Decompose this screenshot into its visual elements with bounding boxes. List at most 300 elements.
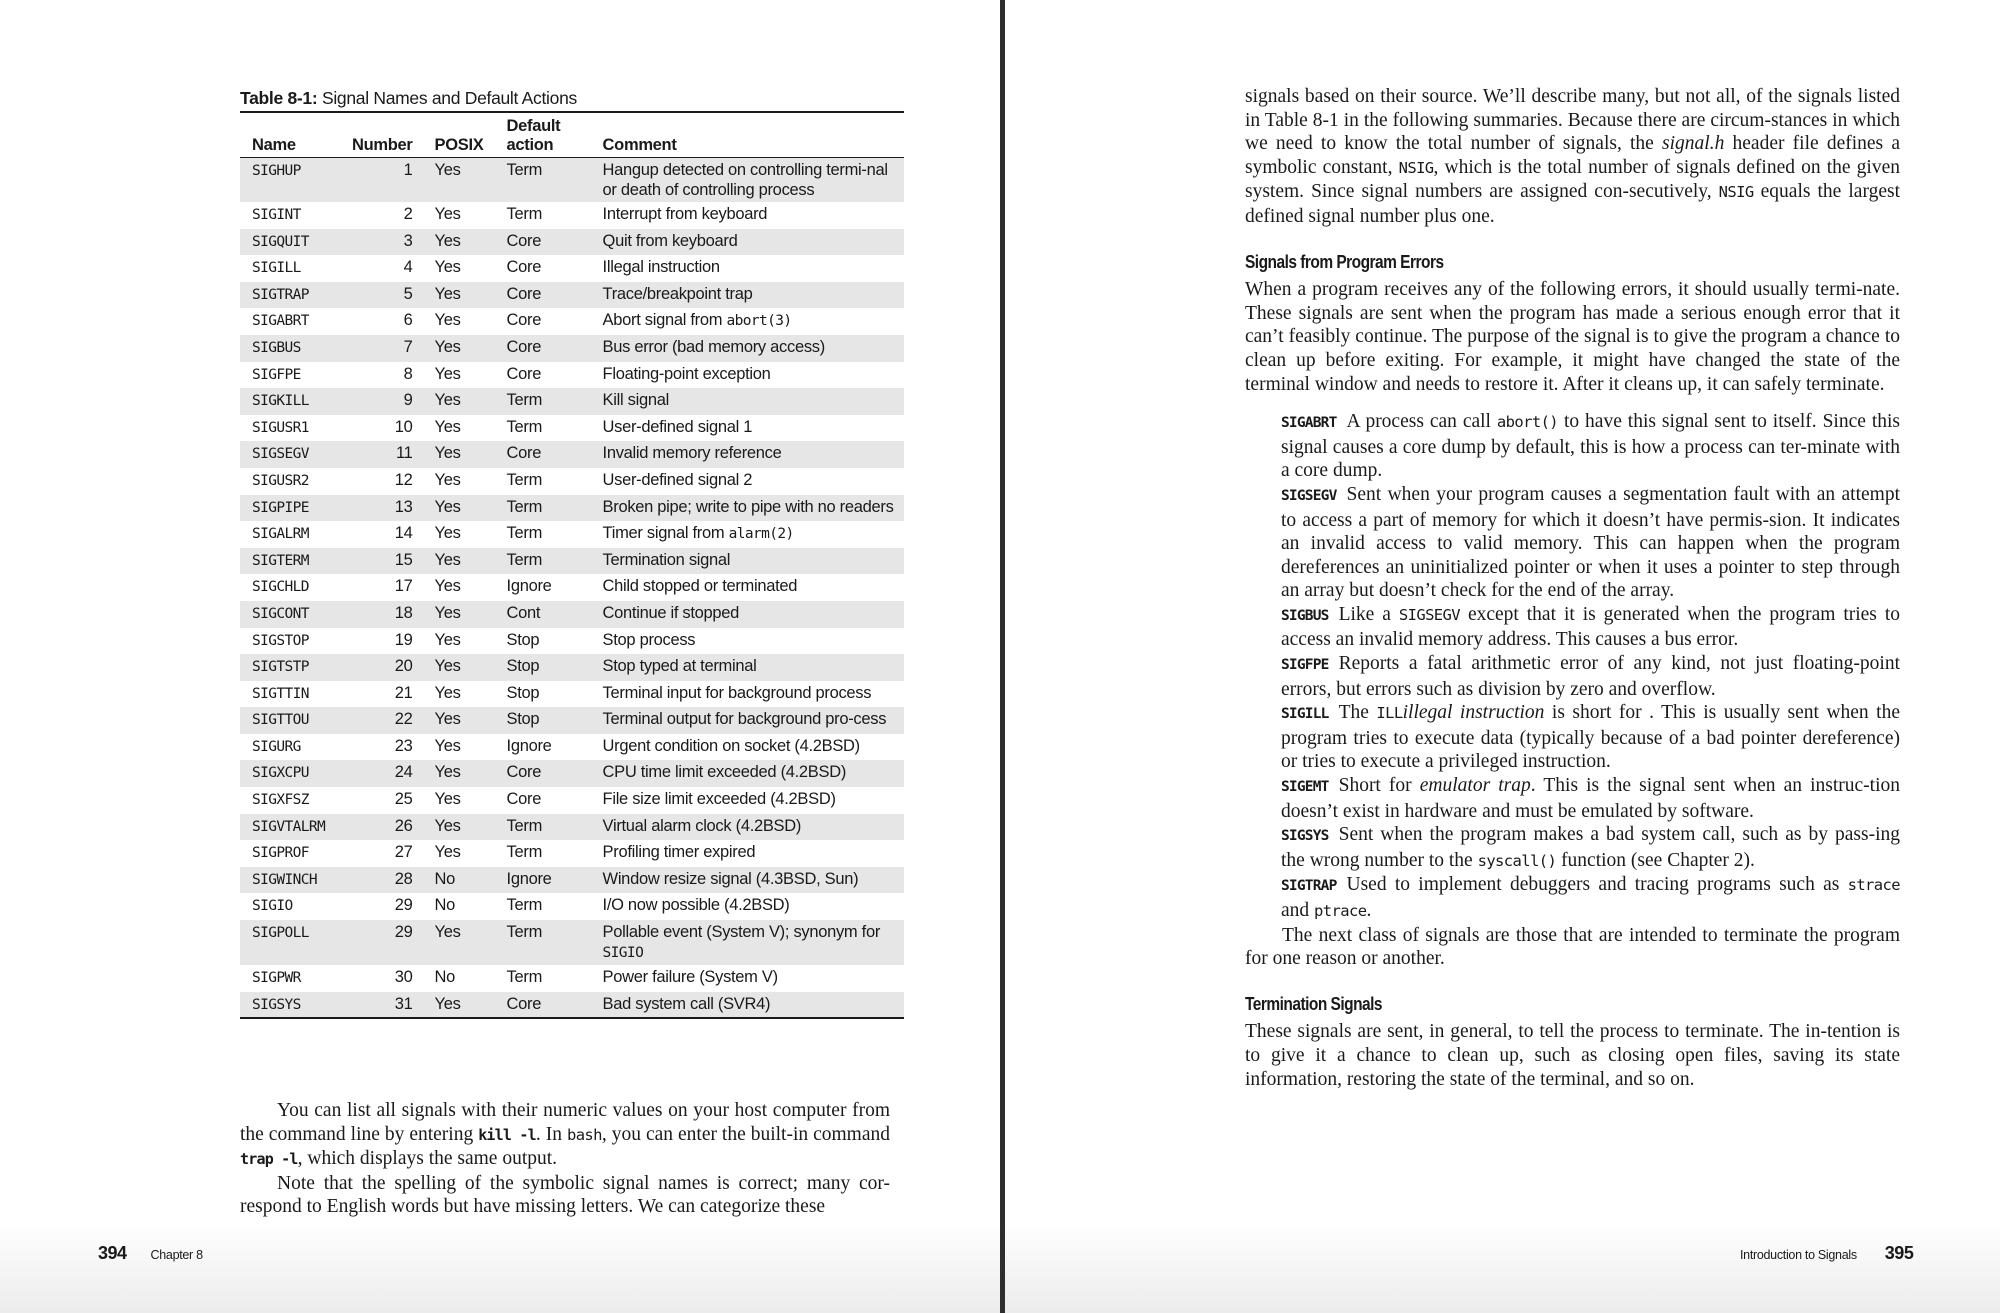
- cell-posix-text: Yes: [434, 763, 461, 782]
- cell-default-action: [507, 441, 603, 468]
- definition-item: [1281, 483, 1900, 603]
- table-row: [240, 362, 904, 389]
- signal-definitions-list: [1281, 410, 1900, 923]
- text-run: and: [1281, 900, 1315, 921]
- cell-comment-text: Virtual alarm clock (4.2BSD): [602, 816, 802, 835]
- left-footer: [98, 1243, 203, 1264]
- cell-signal-name: [240, 760, 352, 787]
- cell-signal-name-text: SIGUSR1: [252, 419, 309, 436]
- cell-posix: [435, 229, 507, 256]
- cell-posix-text: Yes: [434, 683, 461, 702]
- cell-comment: [603, 362, 904, 389]
- cell-comment-text: Abort signal from: [602, 311, 727, 330]
- cell-signal-number-text: 19: [394, 630, 413, 649]
- definition-term: SIGABRT: [1281, 415, 1337, 432]
- cell-posix: [435, 601, 507, 628]
- cell-default-action: [507, 229, 603, 256]
- cell-posix: [435, 158, 507, 203]
- cell-comment-text: Terminal output for background pro-cess: [602, 710, 887, 729]
- cell-signal-name-text: SIGHUP: [252, 163, 301, 179]
- cell-posix: [435, 787, 507, 814]
- cell-signal-name-text: SIGTRAP: [252, 286, 309, 303]
- cell-posix: [435, 335, 507, 362]
- cell-comment-text: Hangup detected on controlling termi-nal or death of controlling process: [602, 161, 888, 199]
- cell-signal-name: [240, 548, 352, 575]
- cell-signal-number-text: 1: [403, 161, 413, 179]
- cell-default-action-text: Term: [506, 417, 543, 436]
- cell-signal-name-text: SIGUSR2: [252, 472, 309, 489]
- cell-default-action: [507, 521, 603, 548]
- cell-comment: [603, 814, 904, 841]
- cell-default-action: [507, 574, 603, 601]
- cell-signal-number: [352, 495, 435, 522]
- cell-comment: [603, 388, 904, 415]
- table-caption: [240, 88, 904, 113]
- header-action-line2: action: [506, 136, 554, 154]
- header-comment: Comment: [603, 113, 904, 158]
- cell-default-action: [507, 202, 603, 229]
- cell-comment-text: Stop typed at terminal: [602, 657, 757, 676]
- cell-signal-name-text: SIGALRM: [252, 526, 309, 543]
- cell-signal-name: [240, 814, 352, 841]
- cell-comment-text: Window resize signal (4.3BSD, Sun): [602, 869, 859, 888]
- cell-posix-text: Yes: [434, 497, 461, 516]
- definition-term: SIGEMT: [1281, 779, 1329, 796]
- cell-default-action: [507, 468, 603, 495]
- cell-default-action-text: Term: [506, 896, 543, 915]
- cell-posix: [435, 308, 507, 335]
- cell-signal-number-text: 4: [403, 258, 413, 277]
- cell-comment: [603, 441, 904, 468]
- cell-signal-number: [352, 893, 435, 920]
- cell-signal-name-text: SIGXCPU: [252, 765, 309, 782]
- cell-comment-text: Broken pipe; write to pipe with no readers: [602, 497, 894, 516]
- cell-signal-number-text: 24: [394, 763, 413, 782]
- cell-signal-name: [240, 441, 352, 468]
- cell-default-action-text: Stop: [506, 630, 540, 649]
- definition-term: SIGBUS: [1281, 607, 1329, 624]
- cell-signal-name: [240, 495, 352, 522]
- code-bash: bash: [566, 1125, 602, 1144]
- cell-signal-number-text: 26: [394, 816, 413, 835]
- cell-signal-number-text: 25: [394, 790, 413, 809]
- cell-signal-number: [352, 707, 435, 734]
- cell-signal-name-text: SIGVTALRM: [252, 818, 326, 835]
- cell-signal-name-text: SIGXFSZ: [252, 792, 309, 809]
- definition-term: SIGSEGV: [1281, 487, 1337, 504]
- cell-signal-number: [352, 468, 435, 495]
- cell-signal-name: [240, 787, 352, 814]
- cell-signal-number: [352, 920, 435, 965]
- cell-signal-name-text: SIGPOLL: [252, 925, 309, 942]
- cell-comment: [603, 734, 904, 761]
- cell-comment-text: Pollable event (System V); synonym for: [602, 923, 881, 942]
- cell-default-action: [507, 840, 603, 867]
- cell-signal-number: [352, 158, 435, 203]
- cell-signal-number: [352, 601, 435, 628]
- table-row: [240, 734, 904, 761]
- cell-signal-number-text: 28: [394, 869, 413, 888]
- cell-comment-text: CPU time limit exceeded (4.2BSD): [602, 763, 847, 782]
- code-trap: trap -l: [240, 1150, 298, 1169]
- cell-default-action-text: Core: [506, 311, 542, 330]
- cell-signal-name-text: SIGSEGV: [252, 446, 309, 463]
- paragraph-program-errors: When a program receives any of the following errors, it should usually termi-nate. These signals are sent when the program has made a serious enough error that it can’t feasibly continue. The purpose of the signal is to give the program a chance to clean up before exiting. For example, it might have changed the state of the terminal window and needs to restore it. After it cleans up, it can safely terminate.: [1245, 279, 1900, 395]
- cell-signal-number-text: 10: [394, 417, 413, 436]
- cell-comment-text: Kill signal: [602, 391, 669, 410]
- inline-code: syscall(): [1477, 851, 1557, 870]
- section-heading-termination-signals: Termination Signals: [1245, 993, 1382, 1014]
- inline-code: strace: [1847, 876, 1900, 895]
- cell-signal-number: [352, 840, 435, 867]
- cell-posix: [435, 734, 507, 761]
- cell-comment: [603, 601, 904, 628]
- cell-default-action: [507, 282, 603, 309]
- cell-comment-text: Urgent condition on socket (4.2BSD): [602, 736, 860, 755]
- table-row: [240, 787, 904, 814]
- cell-signal-number-text: 17: [394, 577, 413, 596]
- cell-comment-text: Trace/breakpoint trap: [602, 284, 753, 303]
- cell-comment: [603, 574, 904, 601]
- cell-signal-number-text: 15: [394, 550, 413, 569]
- cell-comment: [603, 893, 904, 920]
- cell-signal-number: [352, 867, 435, 894]
- cell-posix-text: Yes: [434, 417, 461, 436]
- table-row: [240, 308, 904, 335]
- cell-comment: [603, 965, 904, 992]
- cell-signal-number-text: 12: [394, 470, 413, 489]
- cell-default-action: [507, 867, 603, 894]
- table-row: [240, 920, 904, 965]
- table-row: [240, 992, 904, 1019]
- cell-posix-text: Yes: [434, 391, 461, 410]
- cell-comment: [603, 495, 904, 522]
- cell-default-action-text: Core: [506, 994, 542, 1013]
- cell-default-action: [507, 601, 603, 628]
- cell-signal-number-text: 21: [394, 683, 413, 702]
- cell-default-action: [507, 965, 603, 992]
- cell-default-action: [507, 654, 603, 681]
- cell-comment: [603, 681, 904, 708]
- cell-default-action-text: Core: [506, 763, 542, 782]
- cell-posix-text: Yes: [434, 311, 461, 330]
- cell-default-action-text: Core: [506, 364, 542, 383]
- cell-posix: [435, 574, 507, 601]
- table-row: [240, 521, 904, 548]
- cell-comment: [603, 787, 904, 814]
- cell-comment-code: alarm(2): [728, 526, 794, 543]
- table-row: [240, 282, 904, 309]
- inline-code: abort(): [1496, 413, 1559, 432]
- cell-posix: [435, 362, 507, 389]
- cell-comment: [603, 282, 904, 309]
- cell-posix: [435, 992, 507, 1019]
- text-run: Like a: [1338, 603, 1399, 625]
- signal-table-block: [240, 88, 904, 1019]
- paragraph-intro: [1245, 85, 1900, 229]
- cell-signal-number-text: 5: [403, 284, 413, 303]
- cell-posix-text: Yes: [434, 524, 461, 543]
- header-default-action: [507, 113, 603, 158]
- text-run: header file defines a symbolic constant,: [1245, 133, 1900, 178]
- definition-item: [1281, 701, 1900, 774]
- table-row: [240, 255, 904, 282]
- italic-signal-h: signal.h: [1662, 133, 1725, 155]
- cell-signal-name-text: SIGILL: [252, 260, 301, 277]
- text-run: Sent when the program makes a bad system call, such as by pass-ing the wrong number to the: [1281, 824, 1900, 871]
- cell-comment-text: Floating-point exception: [602, 364, 771, 383]
- table-row: [240, 965, 904, 992]
- cell-posix-text: Yes: [434, 994, 461, 1013]
- cell-signal-name-text: SIGPIPE: [252, 499, 309, 516]
- cell-signal-name-text: SIGTTIN: [252, 685, 309, 702]
- cell-signal-name: [240, 628, 352, 655]
- cell-signal-name: [240, 282, 352, 309]
- cell-signal-number-text: 9: [403, 391, 413, 410]
- running-head-left: Chapter 8: [150, 1248, 203, 1262]
- cell-comment: [603, 628, 904, 655]
- cell-posix: [435, 628, 507, 655]
- cell-signal-number-text: 8: [403, 364, 413, 383]
- definition-item: [1281, 774, 1900, 823]
- cell-comment: [603, 867, 904, 894]
- cell-posix: [435, 202, 507, 229]
- cell-signal-number: [352, 362, 435, 389]
- cell-default-action-text: Term: [506, 524, 543, 543]
- cell-posix-text: Yes: [434, 550, 461, 569]
- header-posix: POSIX: [435, 113, 507, 158]
- cell-comment: [603, 202, 904, 229]
- definition-item: [1281, 652, 1900, 701]
- cell-signal-name: [240, 734, 352, 761]
- cell-default-action-text: Core: [506, 444, 542, 463]
- text-run: , you can enter the built-in command: [601, 1123, 890, 1145]
- cell-posix: [435, 840, 507, 867]
- cell-signal-name-text: SIGTERM: [252, 552, 309, 569]
- definition-item: [1281, 603, 1900, 652]
- code-nsig: NSIG: [1398, 158, 1434, 177]
- table-row: [240, 654, 904, 681]
- header-action-line1: Default: [506, 117, 561, 135]
- cell-signal-number: [352, 548, 435, 575]
- text-run: The: [1338, 702, 1377, 724]
- table-row: [240, 867, 904, 894]
- cell-comment: [603, 335, 904, 362]
- cell-default-action-text: Ignore: [506, 577, 552, 596]
- cell-default-action-text: Term: [506, 391, 543, 410]
- cell-posix: [435, 867, 507, 894]
- definition-item: [1281, 410, 1900, 483]
- cell-posix: [435, 282, 507, 309]
- cell-comment-text: Illegal instruction: [602, 258, 720, 277]
- cell-signal-number-text: 29: [394, 896, 413, 915]
- inline-code: SIGSEGV: [1398, 605, 1460, 624]
- cell-signal-name: [240, 415, 352, 442]
- cell-signal-number: [352, 628, 435, 655]
- cell-posix: [435, 548, 507, 575]
- text-run: signals based on their source. We’ll describe many, but not all, of the signals listed in Table 8-1 in the following summaries. Because there are circum-stances in which we need to know the total number of signals, the: [1245, 86, 1900, 155]
- cell-default-action: [507, 495, 603, 522]
- cell-default-action-text: Term: [506, 968, 543, 987]
- cell-posix: [435, 388, 507, 415]
- table-row: [240, 574, 904, 601]
- cell-posix-text: Yes: [434, 470, 461, 489]
- cell-comment-code: SIGIO: [602, 945, 644, 962]
- cell-signal-number: [352, 308, 435, 335]
- cell-signal-name-text: SIGBUS: [252, 339, 301, 356]
- definition-item: [1281, 873, 1900, 923]
- cell-signal-name: [240, 574, 352, 601]
- left-body-text: [240, 1099, 890, 1219]
- cell-signal-name: [240, 335, 352, 362]
- cell-signal-name-text: SIGTTOU: [252, 712, 309, 729]
- text-run: Reports a fatal arithmetic error of any kind, not just floating-point errors, but errors such as division by zero and overflow.: [1281, 653, 1900, 700]
- cell-default-action-text: Term: [506, 923, 543, 942]
- code-nsig: NSIG: [1718, 183, 1754, 202]
- cell-comment: [603, 840, 904, 867]
- table-row: [240, 548, 904, 575]
- cell-signal-name-text: SIGKILL: [252, 393, 309, 410]
- right-body-text: [1245, 85, 1900, 1091]
- cell-comment: [603, 229, 904, 256]
- text-run: is short for: [1544, 702, 1650, 724]
- cell-signal-name: [240, 654, 352, 681]
- cell-posix: [435, 760, 507, 787]
- cell-default-action: [507, 158, 603, 203]
- paragraph-termination-signals: These signals are sent, in general, to tell the process to terminate. The in-tention is to give it a chance to clean up, such as closing open files, saving its state information, restoring the state of the terminal, and so on.: [1245, 1021, 1900, 1090]
- cell-signal-name-text: SIGIO: [252, 898, 293, 915]
- cell-signal-name: [240, 202, 352, 229]
- cell-posix: [435, 441, 507, 468]
- cell-posix: [435, 965, 507, 992]
- table-row: [240, 601, 904, 628]
- cell-signal-name-text: SIGCONT: [252, 605, 309, 622]
- cell-signal-number: [352, 441, 435, 468]
- paragraph-transition: The next class of signals are those that are intended to terminate the program for one reason or another.: [1245, 924, 1900, 970]
- cell-signal-name-text: SIGFPE: [252, 366, 301, 383]
- cell-signal-name: [240, 681, 352, 708]
- cell-comment-text: Invalid memory reference: [602, 444, 782, 463]
- text-run: to have this signal sent to itself. Since this signal causes a core dump by default, this is how a process can ter-minate with a core dump.: [1281, 411, 1900, 482]
- text-run: You can list all signals with their numeric values on your host computer from the command line by entering: [240, 1100, 890, 1145]
- signal-table-body: [240, 158, 904, 1019]
- cell-posix-text: Yes: [434, 205, 461, 223]
- section-heading-program-errors: Signals from Program Errors: [1245, 251, 1444, 272]
- cell-posix: [435, 893, 507, 920]
- cell-signal-number-text: 20: [394, 657, 413, 676]
- cell-signal-number: [352, 415, 435, 442]
- cell-default-action: [507, 814, 603, 841]
- cell-comment-text: Stop process: [602, 630, 696, 649]
- cell-posix: [435, 468, 507, 495]
- cell-comment: [603, 920, 904, 965]
- text-run: equals the largest defined signal number plus one.: [1245, 181, 1901, 227]
- cell-signal-number: [352, 255, 435, 282]
- cell-posix-text: Yes: [434, 843, 461, 862]
- cell-comment-text: Profiling timer expired: [602, 843, 756, 862]
- text-run: . This is usually sent when the program tries to execute data (typically because of a bad pointer dereference) or tries to execute a privileged instruction.: [1281, 702, 1900, 773]
- text-run: .: [1366, 900, 1372, 921]
- text-run: Short for: [1338, 775, 1420, 797]
- definition-term: SIGTRAP: [1281, 878, 1337, 895]
- cell-default-action-text: Term: [506, 816, 543, 835]
- cell-posix-text: Yes: [434, 923, 461, 942]
- cell-signal-number-text: 11: [396, 444, 413, 463]
- cell-signal-name: [240, 992, 352, 1019]
- signal-table: [240, 113, 904, 1019]
- cell-default-action-text: Term: [506, 161, 543, 179]
- cell-default-action: [507, 760, 603, 787]
- cell-signal-name: [240, 965, 352, 992]
- cell-posix: [435, 920, 507, 965]
- cell-default-action: [507, 893, 603, 920]
- cell-default-action-text: Term: [506, 550, 543, 569]
- cell-posix-text: Yes: [434, 790, 461, 809]
- cell-default-action-text: Term: [506, 497, 543, 516]
- cell-comment: [603, 468, 904, 495]
- header-name: Name: [240, 113, 352, 158]
- cell-posix-text: Yes: [434, 337, 461, 356]
- cell-default-action-text: Core: [506, 284, 542, 303]
- cell-signal-number-text: 31: [394, 994, 413, 1013]
- cell-posix: [435, 681, 507, 708]
- cell-signal-number: [352, 574, 435, 601]
- cell-posix-text: Yes: [434, 710, 461, 729]
- table-caption-label: Table 8-1:: [240, 88, 318, 108]
- cell-default-action-text: Term: [506, 470, 543, 489]
- cell-signal-number: [352, 229, 435, 256]
- right-footer: [1740, 1243, 1913, 1264]
- cell-default-action: [507, 787, 603, 814]
- code-kill: kill -l: [478, 1125, 536, 1144]
- cell-comment: [603, 654, 904, 681]
- cell-default-action: [507, 681, 603, 708]
- cell-signal-number-text: 29: [394, 923, 413, 942]
- cell-default-action-text: Core: [506, 258, 542, 277]
- cell-default-action-text: Stop: [506, 657, 540, 676]
- cell-signal-number: [352, 282, 435, 309]
- cell-posix-text: Yes: [434, 258, 461, 277]
- inline-code: ptrace: [1314, 902, 1367, 920]
- cell-comment: [603, 521, 904, 548]
- cell-signal-name: [240, 920, 352, 965]
- cell-signal-number: [352, 388, 435, 415]
- cell-comment-text: Interrupt from keyboard: [602, 205, 768, 223]
- cell-default-action: [507, 734, 603, 761]
- table-header-row: [240, 113, 904, 158]
- text-run: Used to implement debuggers and tracing programs such as: [1346, 874, 1848, 896]
- cell-comment: [603, 760, 904, 787]
- cell-signal-number-text: 18: [394, 603, 413, 622]
- text-run: . This is the signal sent when an instruc-tion doesn’t exist in hardware and must be emulated by software.: [1281, 775, 1901, 822]
- text-run: , which is the total number of signals defined on the given system. Since signal numbers are assigned con-secutively,: [1245, 156, 1900, 203]
- cell-signal-number: [352, 521, 435, 548]
- cell-signal-name: [240, 388, 352, 415]
- cell-signal-number-text: 22: [394, 710, 413, 729]
- cell-comment-text: File size limit exceeded (4.2BSD): [602, 790, 836, 809]
- table-row: [240, 495, 904, 522]
- cell-posix-text: Yes: [434, 577, 461, 596]
- cell-signal-number: [352, 734, 435, 761]
- page-number-left: 394: [98, 1243, 127, 1263]
- cell-default-action: [507, 308, 603, 335]
- cell-comment-text: I/O now possible (4.2BSD): [602, 896, 790, 915]
- cell-signal-number: [352, 787, 435, 814]
- cell-comment: [603, 255, 904, 282]
- cell-signal-number: [352, 760, 435, 787]
- cell-signal-name-text: SIGPWR: [252, 970, 301, 987]
- cell-posix-text: Yes: [434, 444, 461, 463]
